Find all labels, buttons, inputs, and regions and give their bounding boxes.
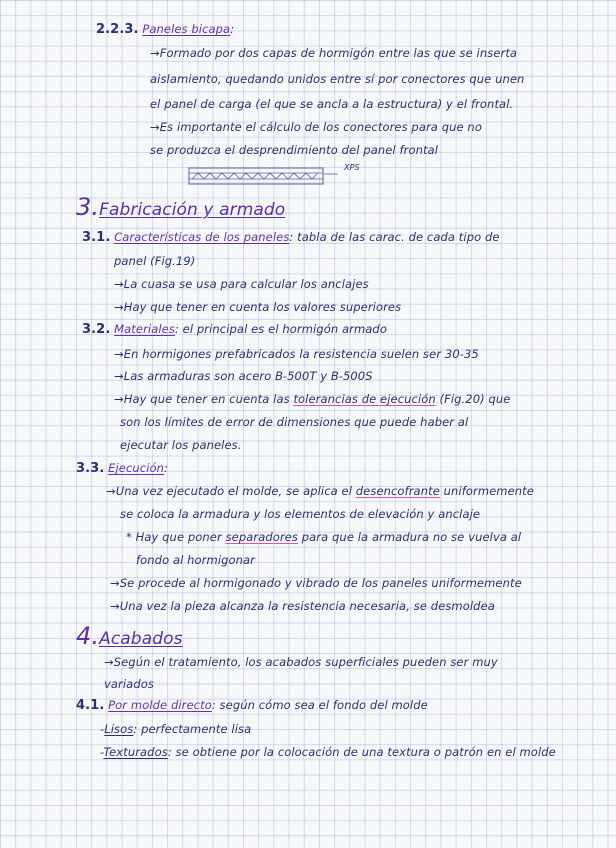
section-title: Acabados	[99, 629, 183, 649]
subsection-title: Materiales	[114, 322, 175, 336]
text-line: →Es importante el cálculo de los conectores para que no	[150, 120, 482, 134]
subsection-3-1-heading: 3.1. Características de los paneles: tabla de las carac. de cada tipo de	[82, 230, 500, 245]
highlighted-term: tolerancias de ejecución	[293, 392, 436, 406]
text-line: →Hay que tener en cuenta los valores superiores	[114, 300, 402, 314]
text-line: se produzca el desprendimiento del panel frontal	[150, 143, 439, 157]
text-line: →Hay que tener en cuenta las tolerancias de ejecución (Fig.20) que	[114, 392, 511, 406]
subsection-title: Paneles bicapa	[142, 22, 231, 36]
term: Texturados	[103, 745, 168, 759]
highlighted-term: separadores	[225, 530, 298, 544]
text-line: se coloca la armadura y los elementos de elevación y anclaje	[120, 507, 481, 521]
section-4-heading: 4.Acabados	[76, 622, 183, 650]
text-line: el panel de carga (el que se ancla a la estructura) y el frontal.	[150, 97, 514, 111]
text-line: →Una vez la pieza alcanza la resistencia necesaria, se desmoldea	[110, 599, 495, 613]
text-line: -Lisos: perfectamente lisa	[100, 722, 252, 736]
subsection-title: Características de los paneles	[114, 230, 290, 244]
text-line: panel (Fig.19)	[114, 254, 196, 268]
term: Lisos	[104, 722, 134, 736]
text-line: son los límites de error de dimensiones que puede haber al	[120, 415, 469, 429]
highlighted-term: desencofrante	[355, 484, 440, 498]
text-line: →Formado por dos capas de hormigón entre las que se inserta	[150, 46, 518, 60]
text-line: variados	[104, 677, 154, 691]
subsection-3-3-heading: 3.3. Ejecución:	[76, 461, 169, 476]
subsection-title: Ejecución	[108, 461, 165, 475]
text-line: -Texturados: se obtiene por la colocación de una textura o patrón en el molde	[100, 745, 556, 759]
text-line: →Una vez ejecutado el molde, se aplica el desencofrante uniformemente	[106, 484, 534, 498]
figure-label: XPS	[344, 163, 360, 172]
section-title: Fabricación y armado	[99, 200, 286, 220]
sandwich-panel-sketch	[188, 166, 368, 188]
text-line: →Según el tratamiento, los acabados superficiales pueden ser muy	[104, 655, 498, 669]
subsection-title: Por molde directo	[108, 698, 212, 712]
text-line: →Las armaduras son acero B-500T y B-500S	[114, 369, 373, 383]
text-line: ejecutar los paneles.	[120, 438, 242, 452]
text-line: →En hormigones prefabricados la resistencia suelen ser 30-35	[114, 347, 479, 361]
text-line: →La cuasa se usa para calcular los anclajes	[114, 277, 369, 291]
text-line: * Hay que poner separadores para que la armadura no se vuelva al	[126, 530, 522, 544]
text-line: fondo al hormigonar	[136, 553, 256, 567]
section-3-heading: 3.Fabricación y armado	[76, 193, 286, 221]
text-line: aislamiento, quedando unidos entre sí por conectores que unen	[150, 72, 525, 86]
subsection-4-1-heading: 4.1. Por molde directo: según cómo sea el fondo del molde	[76, 698, 428, 713]
subsection-2-2-3-heading: 2.2.3. Paneles bicapa:	[96, 22, 235, 37]
subsection-3-2-heading: 3.2. Materiales: el principal es el hormigón armado	[82, 322, 387, 337]
text-line: →Se procede al hormigonado y vibrado de los paneles uniformemente	[110, 576, 522, 590]
